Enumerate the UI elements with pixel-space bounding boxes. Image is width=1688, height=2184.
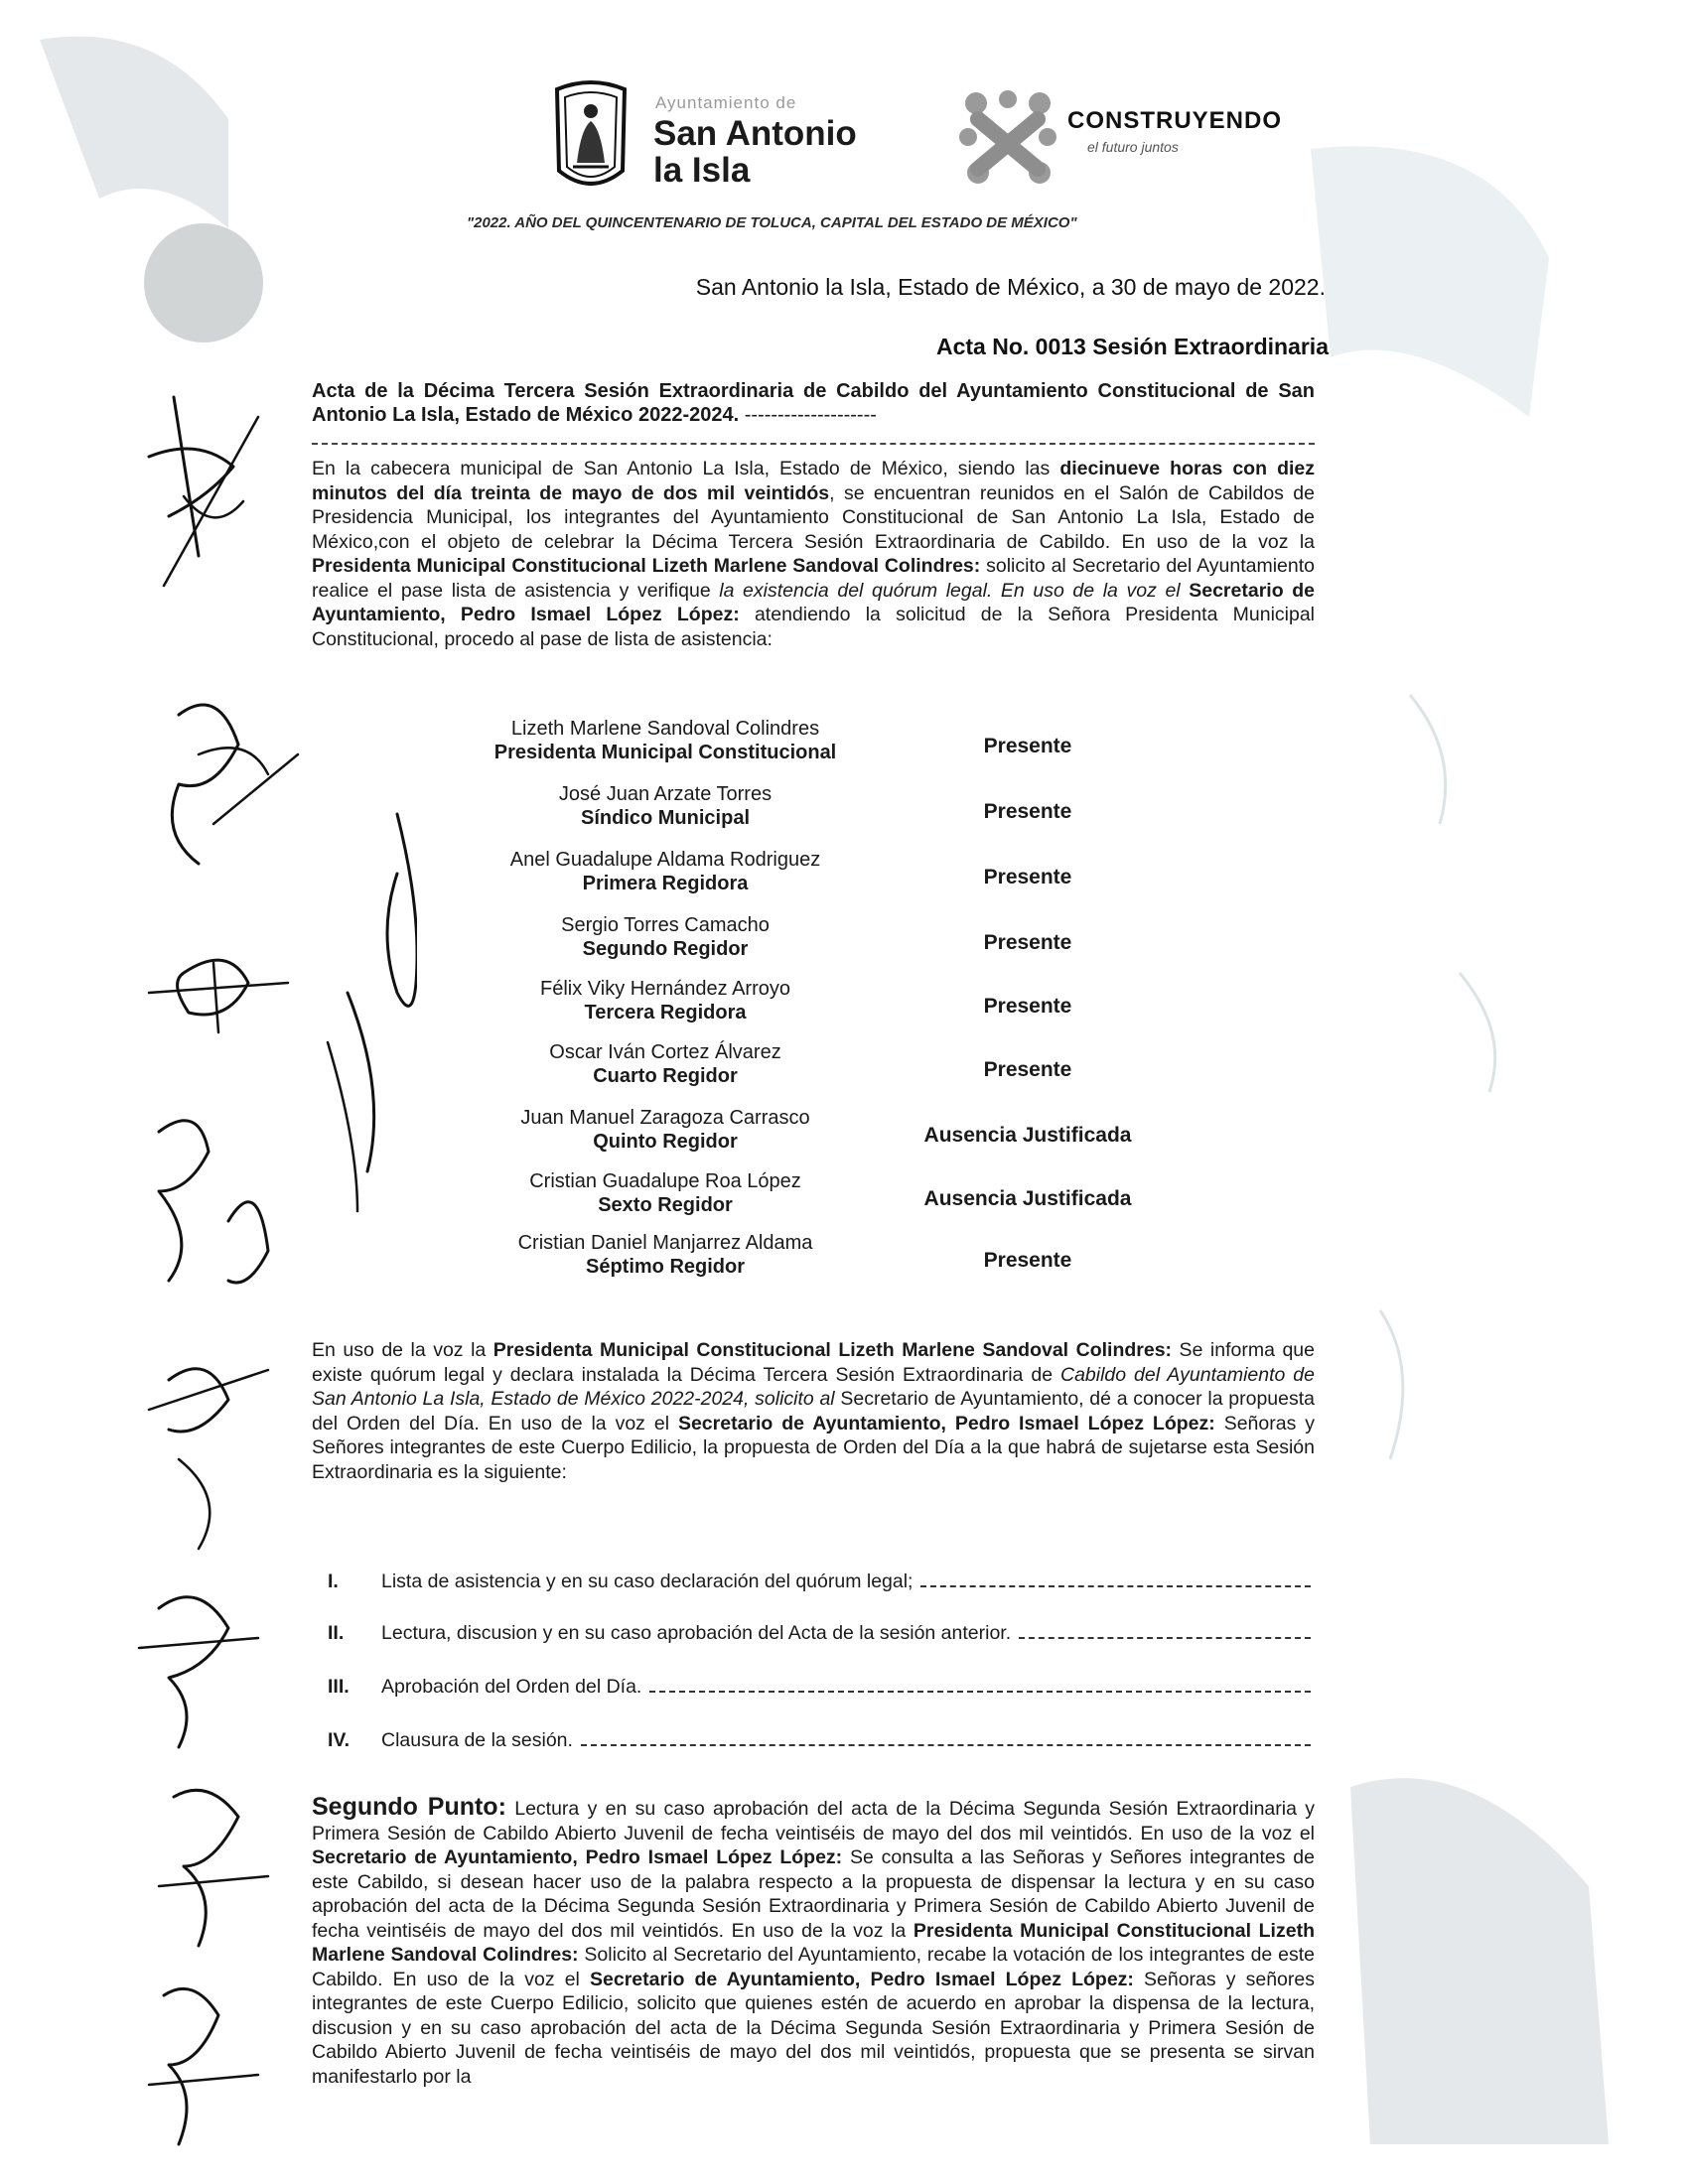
- attendee-name: Sergio Torres Camacho: [561, 914, 770, 936]
- municipality-small-label: Ayuntamiento de: [655, 93, 797, 112]
- attendee-name-role: [437, 1106, 894, 1154]
- p3-text-4: Señoras y señores integrantes de este Cuerpo Edilicio, solicito que quienes estén de acuerdo en aprobar la dispensa de la lectura, discusion y en su caso aprobación del acta de la Décima Segunda Sesión Extraordinaria y Primera Sesión de Cabildo Abierto Juvenil de fecha veintiséis de mayo del dos mil veintidós, propuesta que se presenta se sirvan manifestarlo por la: [312, 1968, 1315, 2088]
- attendee-name-role: [437, 977, 894, 1024]
- attendee-role: Sexto Regidor: [598, 1194, 733, 1216]
- agenda-item: [328, 1676, 1311, 1699]
- agenda-item: [328, 1622, 1311, 1645]
- attendee-name: Anel Guadalupe Aldama Rodriguez: [509, 849, 821, 871]
- municipal-seal-icon: [551, 79, 631, 197]
- p1-text-4: atendiendo la solicitud de la Señora Presidenta Municipal Constitucional, procedo al pase de lista de asistencia:: [312, 604, 1316, 650]
- attendee-status: Presente: [983, 1058, 1072, 1081]
- p2-text-3: Secretario de Ayuntamiento, dé a conocer la propuesta del Orden del Día. En uso de la voz el: [312, 1388, 1315, 1434]
- p2-italic-1: Cabildo del Ayuntamiento de San Antonio La Isla, Estado de México 2022-2024, solicito al: [312, 1363, 1315, 1410]
- agenda-leader-line: [1019, 1636, 1311, 1639]
- agenda-text: Aprobación del Orden del Día.: [381, 1676, 642, 1698]
- p1-text-1: En la cabecera municipal de San Antonio La Isla, Estado de México, siendo las: [312, 458, 1060, 479]
- attendee-status: Presente: [983, 735, 1072, 757]
- dateline: San Antonio la Isla, Estado de México, a 30 de mayo de 2022.: [695, 274, 1326, 300]
- quorum-paragraph: [312, 1338, 1315, 1484]
- attendee-name-role: [437, 848, 894, 895]
- attendee-name: Cristian Guadalupe Roa López: [529, 1170, 801, 1192]
- attendee-name-role: [437, 1169, 894, 1217]
- attendee-name: Oscar Iván Cortez Álvarez: [549, 1041, 781, 1063]
- opening-paragraph: [312, 457, 1315, 651]
- p1-bold-2: Presidenta Municipal Constitucional Lizeth Marlene Sandoval Colindres:: [312, 555, 981, 577]
- brand-tagline: el futuro juntos: [1087, 139, 1179, 155]
- agenda-leader-line: [920, 1584, 1311, 1587]
- attendee-role: Síndico Municipal: [580, 807, 750, 829]
- attendee-role: Segundo Regidor: [582, 938, 749, 960]
- agenda-number: IV.: [328, 1729, 351, 1751]
- attendee-role: Séptimo Regidor: [585, 1256, 745, 1278]
- agenda-leader-line: [649, 1690, 1311, 1693]
- p3-text-3: Solicito al Secretario del Ayuntamiento, recabe la votación de los integrantes de este Cabildo. En uso de la voz el: [312, 1944, 1315, 1990]
- attendee-status: Presente: [983, 800, 1072, 823]
- attendee-name: Lizeth Marlene Sandoval Colindres: [510, 718, 820, 740]
- p1-text-2: , se encuentran reunidos en el Salón de Cabildos de Presidencia Municipal, los integrantes del Ayuntamiento Constitucional de San Antonio La Isla, Estado de México,con el objeto de celebrar la Décima Tercera Sesión Extraordinaria de Cabildo. En uso de la voz la: [312, 481, 1315, 553]
- attendee-name: Félix Viky Hernández Arroyo: [540, 978, 790, 1000]
- p3-text-1: Lectura y en su caso aprobación del acta de la Décima Segunda Sesión Extraordinaria y Primera Sesión de Cabildo Abierto Juvenil de fecha veintiséis de mayo del dos mil veintidós. En uso de la voz el: [312, 1798, 1315, 1844]
- acta-number: Acta No. 0013 Sesión Extraordinaria: [936, 334, 1329, 359]
- p2-bold-1: Presidenta Municipal Constitucional Lizeth Marlene Sandoval Colindres:: [492, 1339, 1173, 1361]
- municipality-name: [653, 115, 857, 189]
- p2-bold-2: Secretario de Ayuntamiento, Pedro Ismael López López:: [677, 1412, 1215, 1434]
- attendee-name-role: [437, 1231, 894, 1279]
- attendee-name: Cristian Daniel Manjarrez Aldama: [517, 1232, 813, 1254]
- attendee-name-role: [437, 1040, 894, 1088]
- attendee-role: Presidenta Municipal Constitucional: [493, 742, 837, 763]
- p3-text-2: Se consulta a las Señoras y Señores integrantes de este Cabildo, si desean hacer uso de la palabra respecto a la propuesta de dispensar la lectura y en su caso aprobación del acta de la Décima Segunda Sesión Extraordinaria y Primera Sesión de Cabildo Abierto Juvenil de fecha veintiséis de mayo del dos mil veintidós. En uso de la voz la: [312, 1846, 1315, 1942]
- p1-bold-3: Secretario de Ayuntamiento, Pedro Ismael López López:: [312, 579, 1315, 625]
- second-point-heading: Segundo Punto:: [312, 1793, 506, 1821]
- agenda-leader-line: [581, 1743, 1311, 1746]
- acta-title-text: Acta de la Décima Tercera Sesión Extraordinaria de Cabildo del Ayuntamiento Constitucional de San Antonio La Isla, Estado de México 2022-2024.: [312, 380, 1315, 426]
- attendee-name: Juan Manuel Zaragoza Carrasco: [520, 1107, 810, 1129]
- agenda-number: II.: [328, 1622, 345, 1644]
- construyendo-logo-icon: [948, 85, 1077, 195]
- agenda-text: Lista de asistencia y en su caso declaración del quórum legal;: [381, 1570, 914, 1592]
- attendee-name-role: [437, 782, 894, 830]
- p3-bold-3: Secretario de Ayuntamiento, Pedro Ismael López López:: [590, 1968, 1134, 1990]
- attendee-role: Tercera Regidora: [584, 1002, 747, 1024]
- attendee-role: Quinto Regidor: [593, 1131, 738, 1153]
- attendee-role: Primera Regidora: [582, 873, 749, 894]
- p2-text-4: Señoras y Señores integrantes de este Cuerpo Edilicio, la propuesta de Orden del Día a la que habrá de sujetarse esta Sesión Extraordinaria es la siguiente:: [312, 1412, 1315, 1483]
- attendee-status: Presente: [983, 866, 1072, 888]
- p1-bold-1: diecinueve horas con diez minutos del día treinta de mayo de dos mil veintidós: [312, 458, 1315, 504]
- acta-title: [312, 379, 1315, 427]
- municipality-name-line1: San Antonio: [653, 114, 857, 153]
- p3-bold-2: Presidenta Municipal Constitucional Lizeth Marlene Sandoval Colindres:: [312, 1919, 1315, 1966]
- second-point-paragraph: [312, 1795, 1315, 2089]
- agenda-item: [328, 1729, 1311, 1752]
- attendee-name-role: [437, 913, 894, 961]
- agenda-number: I.: [328, 1570, 339, 1592]
- agenda-item: [328, 1570, 1311, 1593]
- attendee-status: Ausencia Justificada: [923, 1187, 1132, 1210]
- letterhead: [551, 79, 1326, 199]
- p2-text-2: Se informa que existe quórum legal y declara instalada la Décima Tercera Sesión Extraordinaria de: [312, 1339, 1315, 1386]
- p2-text-1: En uso de la voz la: [312, 1339, 493, 1361]
- municipality-name-line2: la Isla: [653, 151, 751, 190]
- p1-text-3: solicito al Secretario del Ayuntamiento realice el pase lista de asistencia y verifique: [312, 555, 1316, 602]
- attendee-status: Presente: [983, 995, 1072, 1018]
- attendee-name: José Juan Arzate Torres: [558, 783, 773, 805]
- p1-italic-1: la existencia del quórum legal. En uso de la voz el: [719, 579, 1181, 602]
- acta-title-dashes: --------------------: [739, 404, 877, 426]
- year-motto: "2022. AÑO DEL QUINCENTENARIO DE TOLUCA, CAPITAL DEL ESTADO DE MÉXICO": [467, 214, 1077, 231]
- attendee-status: Presente: [983, 931, 1072, 954]
- brand-name: CONSTRUYENDO: [1067, 107, 1283, 134]
- attendee-status: Ausencia Justificada: [923, 1124, 1132, 1147]
- agenda-text: Lectura, discusion y en su caso aprobación del Acta de la sesión anterior.: [381, 1622, 1012, 1644]
- agenda-text: Clausura de la sesión.: [381, 1729, 573, 1751]
- divider-rule: [312, 443, 1315, 445]
- agenda-number: III.: [328, 1676, 350, 1698]
- attendee-name-role: [437, 717, 894, 764]
- attendee-role: Cuarto Regidor: [593, 1065, 738, 1087]
- attendee-status: Presente: [983, 1249, 1072, 1272]
- p3-bold-1: Secretario de Ayuntamiento, Pedro Ismael López López:: [312, 1846, 843, 1868]
